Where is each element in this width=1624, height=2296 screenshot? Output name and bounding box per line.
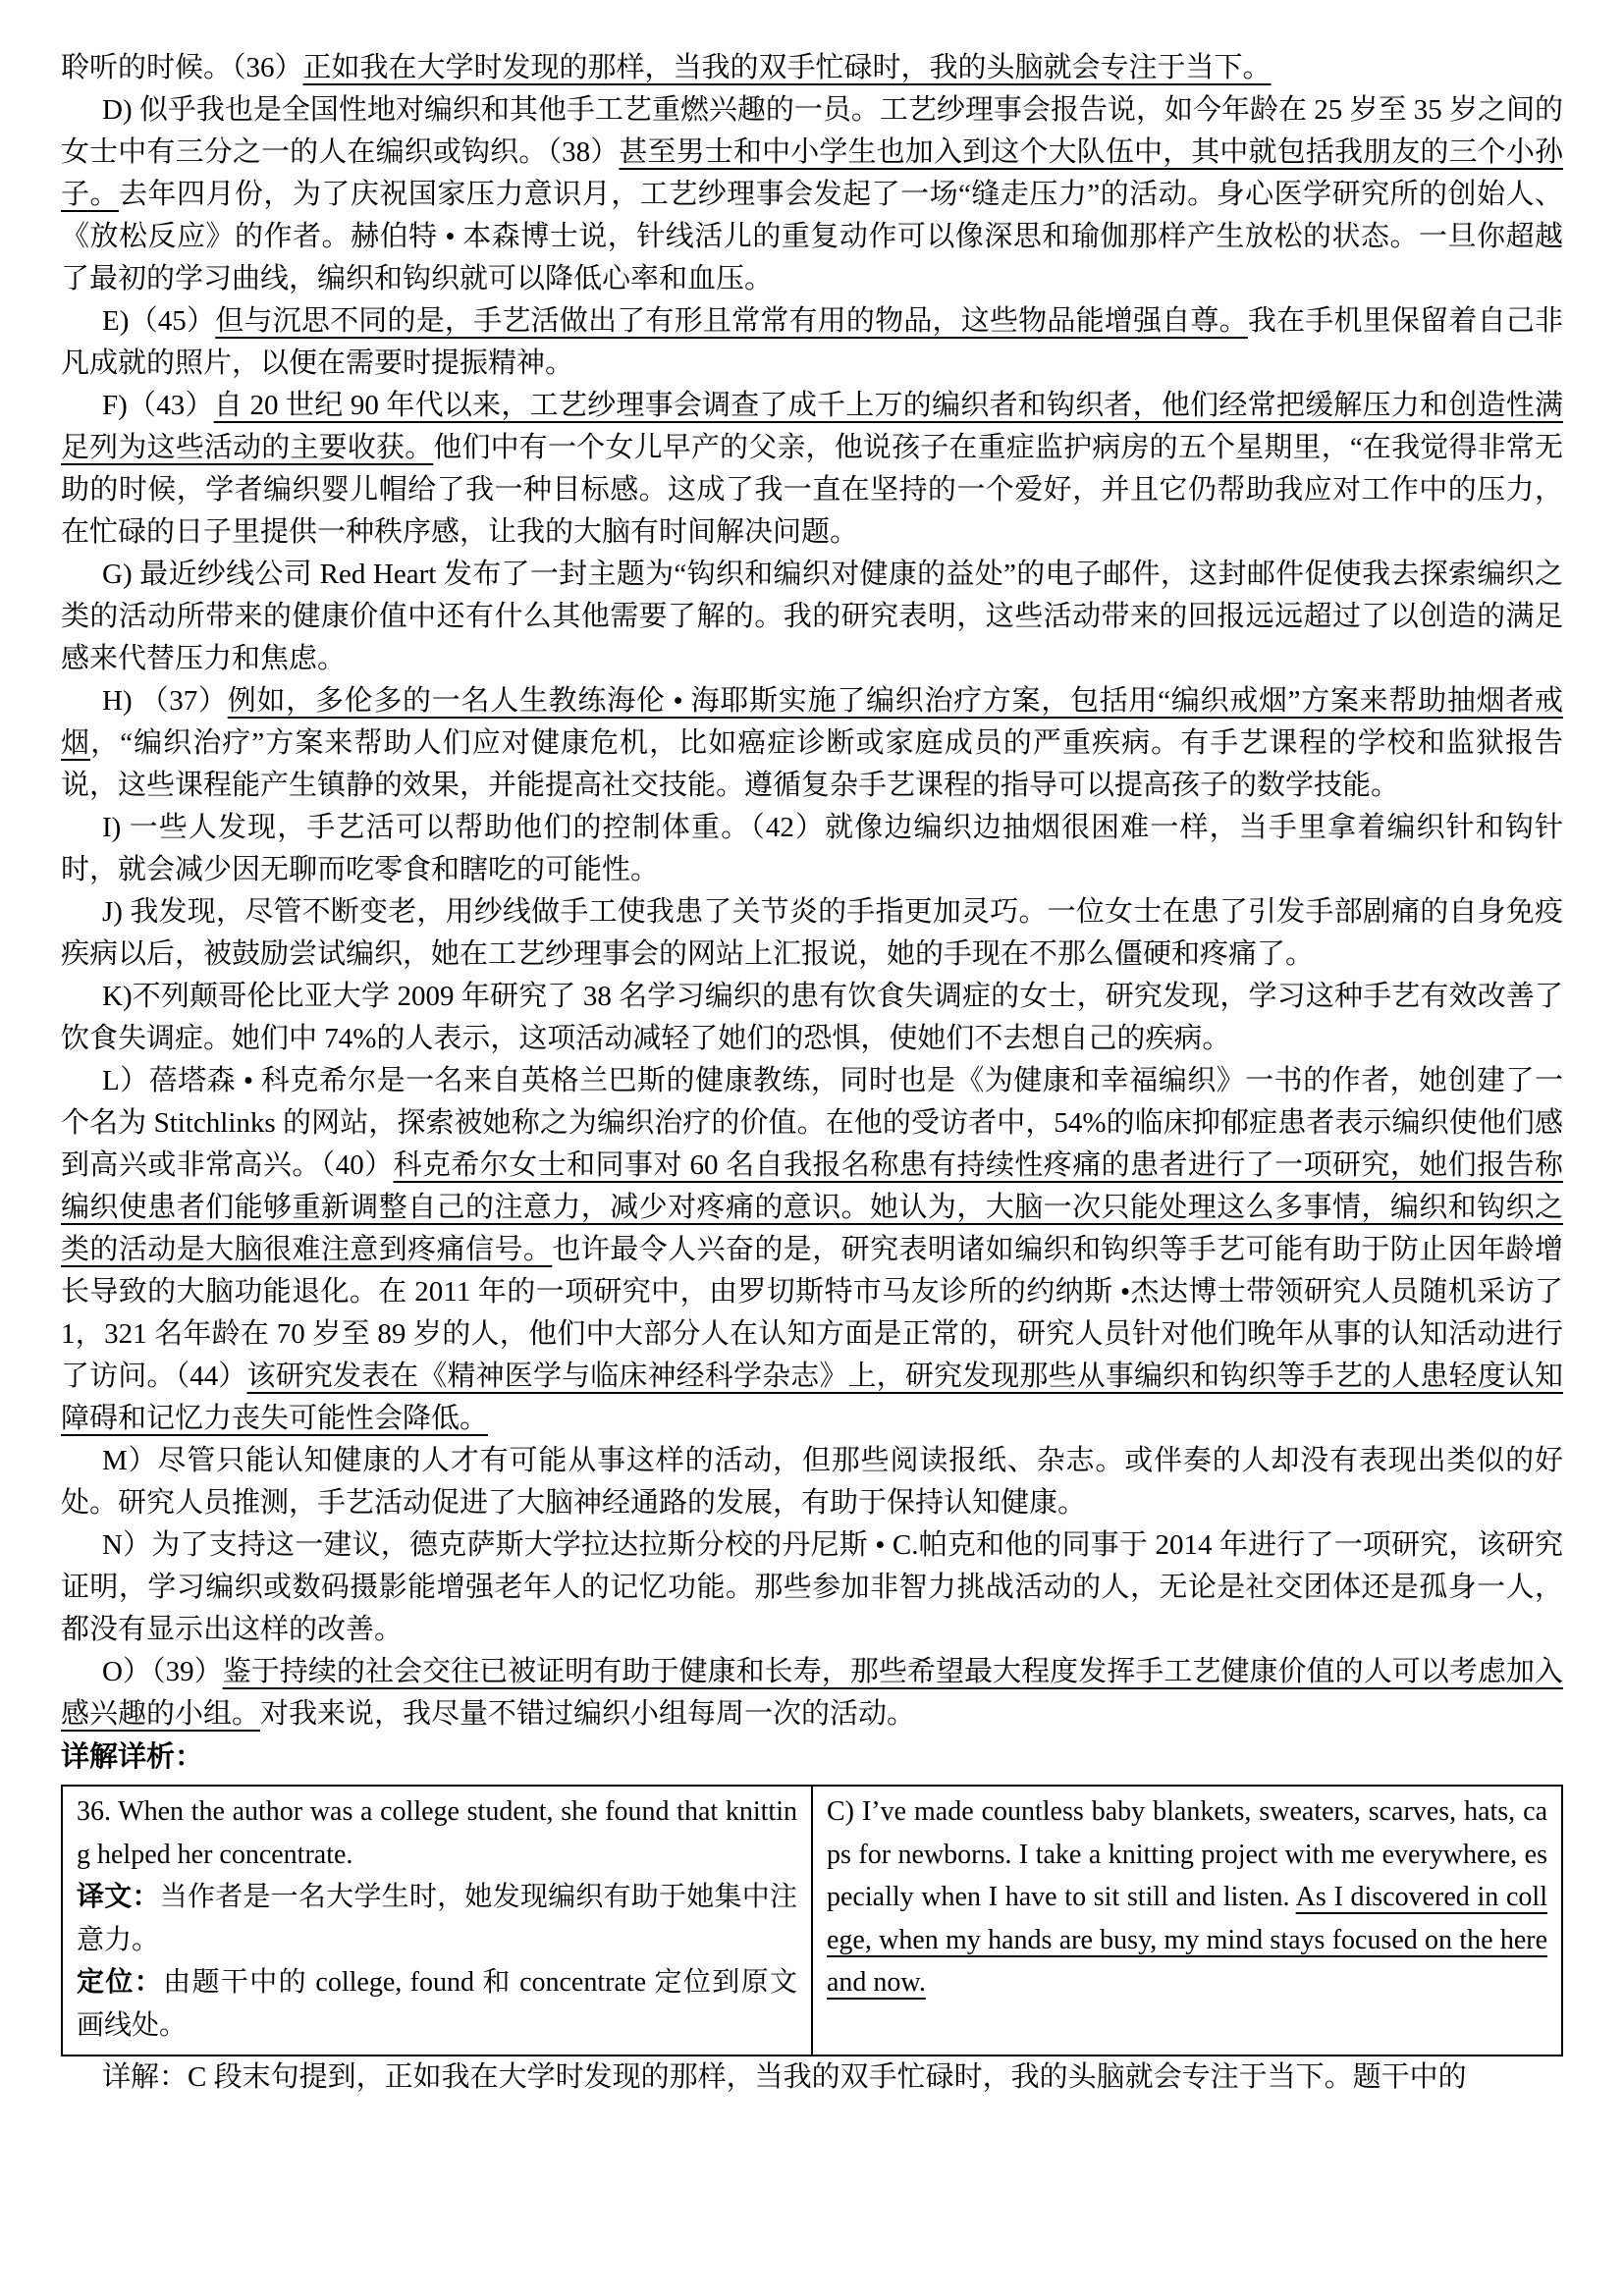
paragraph-h: H) （37）例如，多伦多的一名人生教练海伦 • 海耶斯实施了编织治疗方案，包括用“编织戒烟”方案来帮助抽烟者戒烟，“编织治疗”方案来帮助人们应对健康危机，比如癌症诊断或家庭成员的严重疾病。有手艺课程的学校和监狱报告说，这些课程能产生镇静的效果，并能提高社交技能。遵循复杂手艺课程的指导可以提高孩子的数学技能。 bbox=[61, 685, 1563, 801]
translation-text: 译文：当作者是一名大学生时，她发现编织有助于她集中注意力。 bbox=[77, 1882, 797, 1955]
passage bbox=[61, 47, 1563, 1735]
question-text: 36. When the author was a college student, she found that knitting helped her concentrate. bbox=[77, 1796, 797, 1870]
table-row bbox=[62, 1786, 1562, 2056]
paragraph-g: G) 最近纱线公司 Red Heart 发布了一封主题为“钩织和编织对健康的益处”的电子邮件，这封邮件促使我去探索编织之类的活动所带来的健康价值中还有什么其他需要了解的。我的研究表明，这些活动带来的回报远远超过了以创造的满足感来代替压力和焦虑。 bbox=[61, 559, 1563, 674]
paragraph-e: E)（45）但与沉思不同的是，手艺活做出了有形且常常有用的物品，这些物品能增强自尊。我在手机里保留着自己非凡成就的照片，以便在需要时提振精神。 bbox=[61, 305, 1563, 379]
paragraph-d: D) 似乎我也是全国性地对编织和其他手工艺重燃兴趣的一员。工艺纱理事会报告说，如今年龄在 25 岁至 35 岁之间的女士中有三分之一的人在编织或钩织。（38）甚至男士和中小学生也加入到这个大队伍中，其中就包括我朋友的三个小孙子。去年四月份，为了庆祝国家压力意识月，工艺纱理事会发起了一场“缝走压力”的活动。身心医学研究所的创始人、《放松反应》的作者。赫伯特 • 本森博士说，针线活儿的重复动作可以像深思和瑜伽那样产生放松的状态。一旦你超越了最初的学习曲线，编织和钩织就可以降低心率和血压。 bbox=[61, 94, 1563, 294]
paragraph-m: M）尽管只能认知健康的人才有可能从事这样的活动，但那些阅读报纸、杂志。或伴奏的人却没有表现出类似的好处。研究人员推测，手艺活动促进了大脑神经通路的发展，有助于保持认知健康。 bbox=[61, 1445, 1563, 1519]
paragraph-j: J) 我发现，尽管不断变老，用纱线做手工使我患了关节炎的手指更加灵巧。一位女士在患了引发手部剧痛的自身免疫疾病以后，被鼓励尝试编织，她在工艺纱理事会的网站上汇报说，她的手现在不那么僵硬和疼痛了。 bbox=[61, 896, 1563, 970]
paragraph-intro: 聆听的时候。（36）正如我在大学时发现的那样，当我的双手忙碌时，我的头脑就会专注于当下。 bbox=[61, 52, 1272, 83]
paragraph-n: N）为了支持这一建议，德克萨斯大学拉达拉斯分校的丹尼斯 • C.帕克和他的同事于 2014 年进行了一项研究，该研究证明，学习编织或数码摄影能增强老年人的记忆功能。那些参加非智力挑战活动的人，无论是社交团体还是孤身一人，都没有显示出这样的改善。 bbox=[61, 1529, 1563, 1645]
paragraph-k: K)不列颠哥伦比亚大学 2009 年研究了 38 名学习编织的患有饮食失调症的女士，研究发现，学习这种手艺有效改善了饮食失调症。她们中 74%的人表示，这项活动减轻了她们的恐惧，使她们不去想自己的疾病。 bbox=[61, 981, 1563, 1054]
table-cell-question bbox=[62, 1786, 812, 2056]
location-text: 定位：由题干中的 college, found 和 concentrate 定位到原文画线处。 bbox=[77, 1967, 797, 2041]
table-cell-answer bbox=[812, 1786, 1562, 2056]
footer-explanation: 详解：C 段末句提到，正如我在大学时发现的那样，当我的双手忙碌时，我的头脑就会专注于当下。题干中的 bbox=[102, 2061, 1467, 2093]
paragraph-f: F)（43）自 20 世纪 90 年代以来，工艺纱理事会调查了成千上万的编织者和钩织者，他们经常把缓解压力和创造性满足列为这些活动的主要收获。他们中有一个女儿早产的父亲，他说孩子在重症监护病房的五个星期里，“在我觉得非常无助的时候，学者编织婴儿帽给了我一种目标感。这成了我一直在坚持的一个爱好，并且它仍帮助我应对工作中的压力，在忙碌的日子里提供一种秩序感，让我的大脑有时间解决问题。 bbox=[61, 390, 1563, 548]
answer-text: C) I’ve made countless baby blankets, sweaters, scarves, hats, caps for newborns. I take a knitting project with me everywhere, especially when I have to sit still and listen. As I discovered in college, when my hands are busy, my mind stays focused on the here and now. bbox=[827, 1796, 1547, 1998]
paragraph-i: I) 一些人发现，手艺活可以帮助他们的控制体重。（42）就像边编织边抽烟很困难一样，当手里拿着编织针和钩针时，就会减少因无聊而吃零食和瞎吃的可能性。 bbox=[61, 812, 1563, 885]
paragraph-l: L）蓓塔森 • 科克希尔是一名来自英格兰巴斯的健康教练，同时也是《为健康和幸福编织》一书的作者，她创建了一个名为 Stitchlinks 的网站，探索被她称之为编织治疗的价值。在他的受访者中，54%的临床抑郁症患者表示编织使他们感到高兴或非常高兴。（40）科克希尔女士和同事对 60 名自我报名称患有持续性疼痛的患者进行了一项研究，她们报告称编织使患者们能够重新调整自己的注意力，减少对疼痛的意识。她认为，大脑一次只能处理这么多事情，编织和钩织之类的活动是大脑很难注意到疼痛信号。也许最令人兴奋的是，研究表明诸如编织和钩织等手艺可能有助于防止因年龄增长导致的大脑功能退化。在 2011 年的一项研究中，由罗切斯特市马友诊所的约纳斯 •杰达博士带领研究人员随机采访了 1，321 名年龄在 70 岁至 89 岁的人，他们中大部分人在认知方面是正常的，研究人员针对他们晚年从事的认知活动进行了访问。（44）该研究发表在《精神医学与临床神经科学杂志》上，研究发现那些从事编织和钩织等手艺的人患轻度认知障碍和记忆力丧失可能性会降低。 bbox=[61, 1065, 1563, 1434]
explanation-table bbox=[61, 1785, 1563, 2056]
paragraph-o: O）（39）鉴于持续的社会交往已被证明有助于健康和长寿，那些希望最大程度发挥手工艺健康价值的人可以考虑加入感兴趣的小组。对我来说，我尽量不错过编织小组每周一次的活动。 bbox=[61, 1656, 1563, 1730]
section-heading: 详解详析： bbox=[61, 1741, 204, 1773]
